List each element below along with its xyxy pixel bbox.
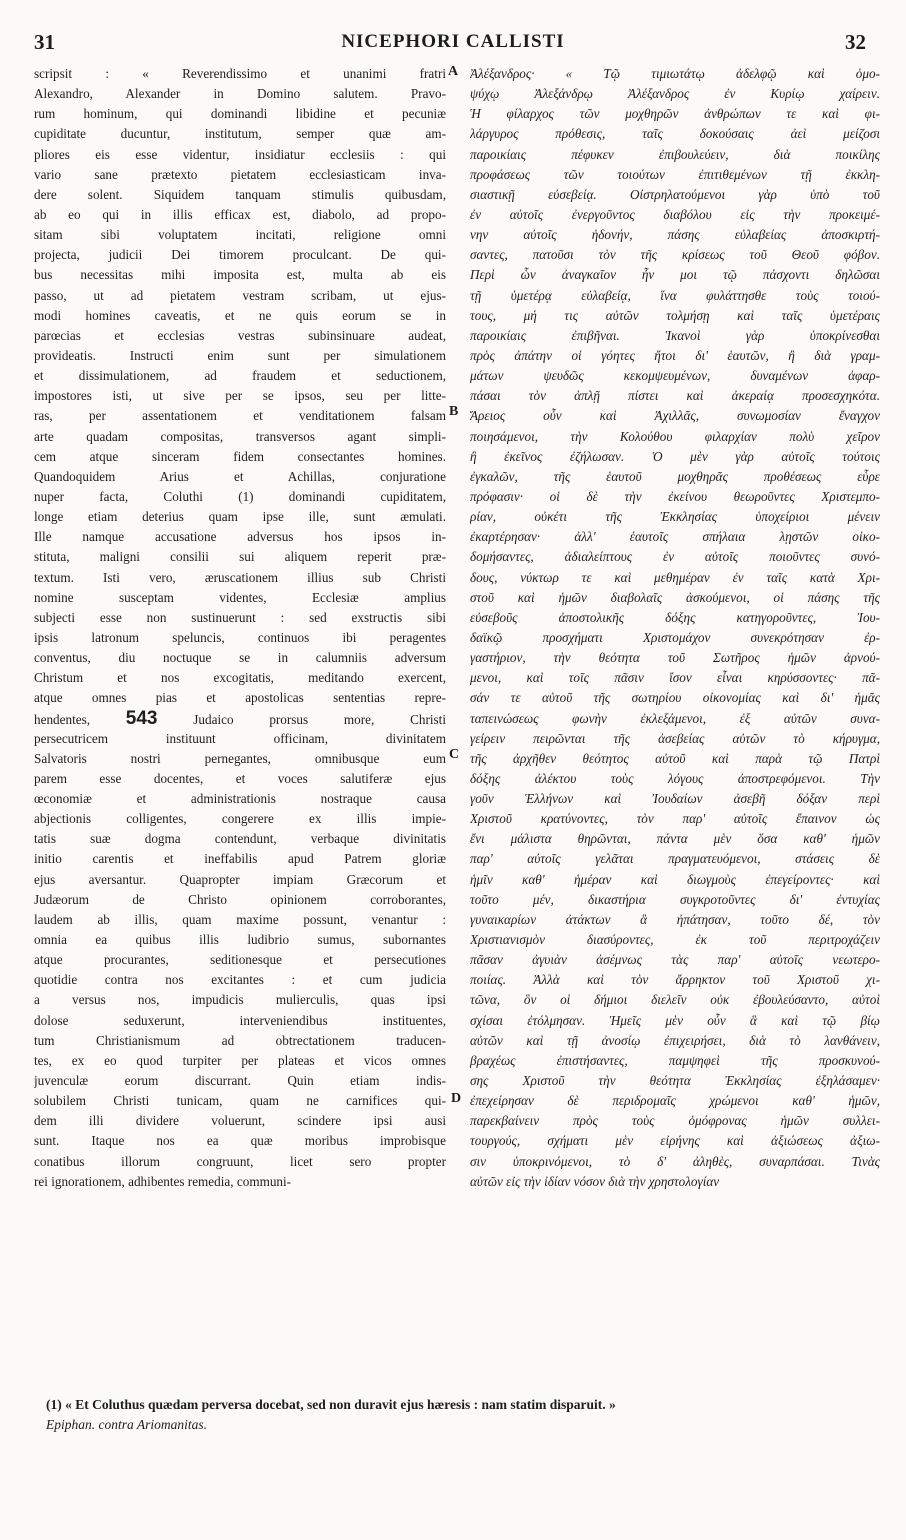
greek-line: προφάσεως τῶν τοιούτων ἐπιτιθεμένων τῇ ἐκκλη- — [470, 166, 880, 182]
latin-line: ipsis latronum speluncis, continuos ibi peragentes — [34, 629, 446, 645]
latin-line: ejus aversantur. Quapropter impiam Græcorum et — [34, 871, 446, 887]
latin-line: et dissimulationem, ad fraudem et seductionem, — [34, 368, 446, 384]
greek-line: σχίσαι ἐτόλμησαν. Ἡμεῖς μὲν οὖν ἃ καὶ τῷ βίῳ — [470, 1012, 880, 1028]
latin-line: Alexandro, Alexander in Domino salutem. Pravo- — [34, 86, 446, 102]
latin-line: persecutricem instituunt officinam, divinitatem — [34, 730, 446, 746]
greek-line: ποιίας. Ἀλλὰ καὶ τὸν ἄρρηκτον τοῦ Χριστοῦ χι- — [470, 972, 880, 988]
latin-line: a versus nos, impudicis mulierculis, quas ipsi — [34, 992, 446, 1008]
latin-line: projecta, judicii Dei timorem proculcant. De qui- — [34, 247, 446, 263]
footnote-text: « Et Coluthus quædam perversa docebat, sed non duravit ejus hæresis : nam statim disparuit. » — [65, 1397, 616, 1412]
greek-line: δομήσαντες, ἀδιαλείπτους ἐν αὐτοῖς ποιοῦντες συνό- — [470, 549, 880, 565]
footnote-mark: (1) — [46, 1397, 62, 1412]
latin-line: modi homines caveatis, et ne quis eorum se in — [34, 307, 446, 323]
latin-line: ras, per assentationem et venditationem falsam — [34, 408, 446, 424]
latin-line: nuper facta, Coluthi (1) dominandi cupiditatem, — [34, 488, 446, 504]
latin-line: stituta, maligni consilii sui aliquem reperit præ- — [34, 549, 446, 565]
page-number-right: 32 — [845, 30, 866, 54]
greek-line: παροικίαις πέφυκεν ἐπιβουλεύειν, διὰ ποικίλης — [470, 146, 880, 162]
greek-line: Χριστιανισμὸν διασύροντες, ἐκ τοῦ περιτροχάζειν — [470, 932, 880, 948]
latin-line: Christum et nos excogitatis, meditando exercent, — [34, 670, 446, 686]
footnote — [46, 1395, 876, 1435]
greek-column — [470, 64, 880, 1192]
latin-line: Quandoquidem Arius et Achillas, conjuratione — [34, 468, 446, 484]
greek-line: σαντες, πατοῦσι τὸν τῆς κρίσεως τοῦ Θεοῦ φόβον. — [470, 247, 880, 263]
greek-line: δαϊκῷ προσχήματι Χριστομάχον συνεκρότησαν ἐρ- — [470, 629, 880, 645]
greek-line: ἐν αὐτοῖς ἐνεργοῦντος διαβόλου εἰς τὴν προκειμέ- — [470, 206, 880, 222]
greek-line: πρὸς ἀπάτην οἱ γόητες ἤτοι δι' ἑαυτῶν, ἢ διὰ γραμ- — [470, 347, 880, 363]
greek-line: γείρειν πειρῶνται τῆς ἀσεβείας αὐτῶν τὸ κήρυγμα, — [470, 730, 880, 746]
latin-line: juvenculæ eorum discurrant. Quin etiam indis- — [34, 1073, 446, 1089]
page-number-left: 31 — [34, 30, 55, 54]
latin-text: Judaico prorsus more, Christi — [157, 711, 446, 727]
greek-line: τουργούς, σχήματι μὲν εἰρήνης καὶ ἀξιώσεως ἀξιω- — [470, 1133, 880, 1149]
latin-line: bus necessitas mihi imposita est, multa ab eis — [34, 267, 446, 283]
latin-line: quotidie contra nos excitantes : et cum judicia — [34, 972, 446, 988]
greek-line: δόξης ἀλέκτου τοὺς λόγους ἀποστρεφόμενοι. Τὴν — [470, 770, 880, 786]
greek-line: νην αὐτοῖς ἡδονήν, πάσης εὐλαβείας ἀποσκιρτή- — [470, 227, 880, 243]
margin-marker-b: B — [449, 404, 459, 419]
greek-line: μάτων ψευδῶς κεκομψευμένων, δυναμένων ἀφαρ- — [470, 368, 880, 384]
latin-line: sitam sibi voluptatem incitati, religione omni — [34, 227, 446, 243]
latin-line: dolose seduxerunt, interveniendibus instituentes, — [34, 1012, 446, 1028]
latin-line: vario sane prætexto pietatem ecclesiasticam inva- — [34, 166, 446, 182]
latin-line: parem esse docentes, et voces salutiferæ ejus — [34, 770, 446, 786]
latin-line: provideatis. Instructi enim sunt per simulationem — [34, 347, 446, 363]
greek-line: αὐτῶν καὶ τῇ ἀνοσίῳ ἐπιχειρήσει, διὰ τὸ λανθάνειν, — [470, 1032, 880, 1048]
column-number: 543 — [125, 708, 158, 729]
latin-line: solubilem Christi tunicam, quam ne carnifices qui- — [34, 1093, 446, 1109]
footnote-line-1 — [46, 1395, 876, 1415]
latin-line: passo, ut ad pietatem vestram scribam, ut ejus- — [34, 287, 446, 303]
greek-line: αὐτῶν εἰς τὴν ἰδίαν νόσον διὰ τὴν χρηστολογίαν — [470, 1173, 720, 1189]
latin-line: arte quadam compositas, transversos agant simpli- — [34, 428, 446, 444]
latin-line: cupiditate ducuntur, institutum, semper quæ am- — [34, 126, 446, 142]
greek-line: πρόφασιν· οἱ δὲ τὴν ἐκείνου θεωροῦντες Χριστεμπο- — [470, 488, 880, 504]
greek-line: εὐσεβοῦς ἀποστολικῆς δόξης κατηγοροῦντες, Ἰου- — [470, 609, 880, 625]
margin-marker-a: A — [448, 64, 459, 79]
greek-line: σιαστικῇ εὐσεβείᾳ. Οἰστρηλατούμενοι γὰρ ὑπὸ τοῦ — [470, 186, 880, 202]
latin-line: dem illi dividere voluerunt, scindere ipsi ausi — [34, 1113, 446, 1129]
greek-line: πᾶσαν ἀγυιὰν ἀσέμνως τὰς παρ' αὐτοῖς νεωτερο- — [470, 952, 880, 968]
margin-marker-c: C — [449, 747, 460, 762]
greek-line: στοῦ καὶ ἡμῶν διαβολαῖς ἀσκούμενοι, οἱ πάσης τῆς — [470, 589, 880, 605]
latin-line: tatis suæ dogma contendunt, verbaque divinitatis — [34, 831, 446, 847]
latin-line: nomine susceptam videntes, Ecclesiæ amplius — [34, 589, 446, 605]
latin-line: cem atque sinceram fidem consectantes homines. — [34, 448, 446, 464]
greek-line: μενοι, καὶ τοῖς πᾶσιν ἴσον εἶναι κηρύσσοντες· πᾶ- — [470, 670, 880, 686]
greek-line: λάργυρος πρόθεσις, ταῖς δοκούσαις ἀεὶ μείζοσι — [470, 126, 880, 142]
footnote-author: Epiphan. — [46, 1417, 96, 1432]
greek-line: σιν ὑποκρινόμενοι, τὸ δ' ἀληθὲς, συναρπάσαι. Τινὰς — [470, 1153, 880, 1169]
latin-line: atque omnes pias et apostolicas sententias repre- — [34, 690, 446, 706]
latin-line: omnia ea quibus illis ludibrio sumus, subornantes — [34, 932, 446, 948]
margin-marker-d: D — [451, 1091, 462, 1106]
latin-line: conatibus illorum congruunt, licet sero propter — [34, 1153, 446, 1169]
greek-line: Ἄρειος οὖν καὶ Ἀχιλλᾶς, συνωμοσίαν ἔναγχον — [470, 408, 880, 424]
greek-line: τοῦτο μέν, δικαστήρια συγκροτοῦντες δι' ἐντυχίας — [470, 891, 880, 907]
latin-line: laudem ab illis, quam maxime possunt, venantur : — [34, 911, 446, 927]
page-header — [0, 30, 906, 60]
greek-line: ρίαν, οὐκέτι τῆς Ἐκκλησίας ὑποχείριοι μένειν — [470, 509, 880, 525]
latin-line: Judæorum de Christo opinionem corroborantes, — [34, 891, 446, 907]
greek-line: ἐκαρτέρησαν· ἀλλ' ἑαυτοῖς σπήλαια λῃστῶν οἰκο- — [470, 529, 880, 545]
latin-line: ab eo qui in illis efficax est, diabolo, ad propo- — [34, 206, 446, 222]
greek-line: Περὶ ὧν ἀναγκαῖον ἦν μοι τῷ πάσχοντι δηλῶσαι — [470, 267, 880, 283]
greek-line: τῶνα, ὃν οἱ δήμιοι διελεῖν οὐκ ἐβουλεύσαντο, αὐτοὶ — [470, 992, 880, 1008]
latin-line: atque procurantes, seditionesque et persecutiones — [34, 952, 446, 968]
greek-line: Ἡ φίλαρχος τῶν μοχθηρῶν ἀνθρώπων τε καὶ φι- — [470, 106, 880, 122]
latin-line: longe etiam deterius quam ipse ille, sunt æmulati. — [34, 509, 446, 525]
greek-line: βραχέως ἐπιστήσαντες, παμψηφεὶ τῆς προσκυνού- — [470, 1052, 880, 1068]
latin-line — [34, 709, 446, 729]
greek-line: παροικίαις ἐπιβῆναι. Ἱκανοὶ γὰρ ὑποκρίνεσθαι — [470, 327, 880, 343]
latin-column — [34, 64, 446, 1192]
greek-line: ψύχῳ Ἀλεξάνδρῳ Ἀλέξανδρος ἐν Κυρίῳ χαίρειν. — [470, 86, 880, 102]
latin-line: conventus, diu noctuque se in calumniis adversum — [34, 650, 446, 666]
latin-line: subjecti esse non sustinuerunt : sed exstructis sibi — [34, 609, 446, 625]
greek-line: ἔνι μάλιστα θηρῶνται, πάντα μὲν ὅσα καθ' ἡμῶν — [470, 831, 880, 847]
latin-line: Salvatoris nostri pernegantes, omnibusque eum — [34, 750, 446, 766]
latin-line: scripsit : « Reverendissimo et unanimi fratri — [34, 66, 446, 81]
greek-line: δους, νύκτωρ τε καὶ μεθημέραν ἐν ταῖς κατὰ Χρι- — [470, 569, 880, 585]
latin-line: abjectionis colligentes, congerere ex illis impie- — [34, 811, 446, 827]
greek-line: ἡμῖν καθ' ἡμέραν καὶ διωγμοὺς ἐπεγείροντες· καὶ — [470, 871, 880, 887]
greek-line: γυναικαρίων ἀτάκτων ἃ ἠπάτησαν, τοῦτο δέ, τὸν — [470, 911, 880, 927]
greek-line: παρεκβαίνειν πρὸς τοὺς ὁμόφρονας ἡμῶν συλλει- — [470, 1113, 880, 1129]
greek-line: τῇ ὑμετέρᾳ εὐλαβείᾳ, ἵνα φυλάττησθε τοὺς τοιού- — [470, 287, 880, 303]
latin-line: textum. Isti vero, æruscationem illius sub Christi — [34, 569, 446, 585]
greek-line: τῆς ἀρχῆθεν θεότητος αὐτοῦ καὶ παρὰ τῷ Πατρὶ — [470, 750, 880, 766]
latin-line: Ille namque accusatione adversus hos ipsos in- — [34, 529, 446, 545]
footnote-work: contra Ariomanitas. — [98, 1417, 208, 1432]
latin-line: rum hominum, qui dominandi libidine et pecuniæ — [34, 106, 446, 122]
latin-text: hendentes, — [34, 711, 126, 727]
latin-line: œconomiæ et administrationis nostraque causa — [34, 791, 446, 807]
latin-line: pliores eis esse videntur, insidiatur ecclesiis : qui — [34, 146, 446, 162]
greek-line: γαστήριον, τὴν θεότητα τοῦ Σωτῆρος ἡμῶν ἀρνού- — [470, 650, 880, 666]
greek-line: ἢ ἐκεῖνος ἐζήλωσαν. Ὁ μὲν γὰρ αὐτοῖς τούτοις — [470, 448, 880, 464]
latin-line: impostores isti, ut sive per se ipsos, seu per litte- — [34, 388, 446, 404]
greek-line: σης Χριστοῦ τὴν θεότητα Ἐκκλησίας ἐξηλάσαμεν· — [470, 1073, 880, 1089]
latin-line: initio carentis et ineffabilis apud Patrem gloriæ — [34, 851, 446, 867]
latin-line: tum Christianismum ad obtrectationem traducen- — [34, 1032, 446, 1048]
greek-line: Ἀλέξανδρος· « Τῷ τιμιωτάτῳ ἀδελφῷ καὶ ὁμο- — [470, 66, 880, 81]
running-title: NICEPHORI CALLISTI — [341, 31, 565, 52]
greek-line: ποιησάμενοι, τὴν Κολούθου φιλαρχίαν πολὺ χεῖρον — [470, 428, 880, 444]
greek-line: ἐπεχείρησαν δὲ περιδρομαῖς χρώμενοι καθ' ἡμῶν, — [470, 1093, 880, 1109]
greek-line: πάσαι τὸν ἁπλῇ πίστει καὶ ἀκεραίᾳ προσεσχηκότα. — [470, 388, 880, 404]
greek-line: ταπεινώσεως φωνὴν ἐκλεξάμενοι, ἐξ αὐτῶν συνα- — [470, 710, 880, 726]
greek-line: Χριστοῦ κρατύνοντες, τὸν παρ' αὐτοῖς ἔπαινον ὡς — [470, 811, 880, 827]
footnote-line-2 — [46, 1415, 876, 1435]
greek-line: σάν τε αὐτοῦ τῆς σωτηρίου οἰκονομίας καὶ δι' ἡμᾶς — [470, 690, 880, 706]
latin-line: dere solent. Siquidem tanquam stimulis quibusdam, — [34, 186, 446, 202]
latin-line: rei ignorationem, adhibentes remedia, communi- — [34, 1173, 292, 1189]
greek-line: τους, μή τις αὐτῶν τολμήσῃ καὶ ταῖς ὑμετέραις — [470, 307, 880, 323]
latin-line: parœcias et ecclesias vestras subinsinuare audeat, — [34, 327, 446, 343]
greek-line: γοῦν Ἑλλήνων καὶ Ἰουδαίων ἀσεβῆ δόξαν περὶ — [470, 791, 880, 807]
greek-line: παρ' αὐτοῖς γελᾶται πραγματευόμενοι, στάσεις δὲ — [470, 851, 880, 867]
greek-line: ἐγκαλῶν, τῆς ἑαυτοῦ μοχθηρᾶς προθέσεως εὗρε — [470, 468, 880, 484]
latin-line: tes, ex eo quod turpiter per plateas et vicos omnes — [34, 1052, 446, 1068]
latin-line: sunt. Itaque nos ea quæ moribus improbisque — [34, 1133, 446, 1149]
